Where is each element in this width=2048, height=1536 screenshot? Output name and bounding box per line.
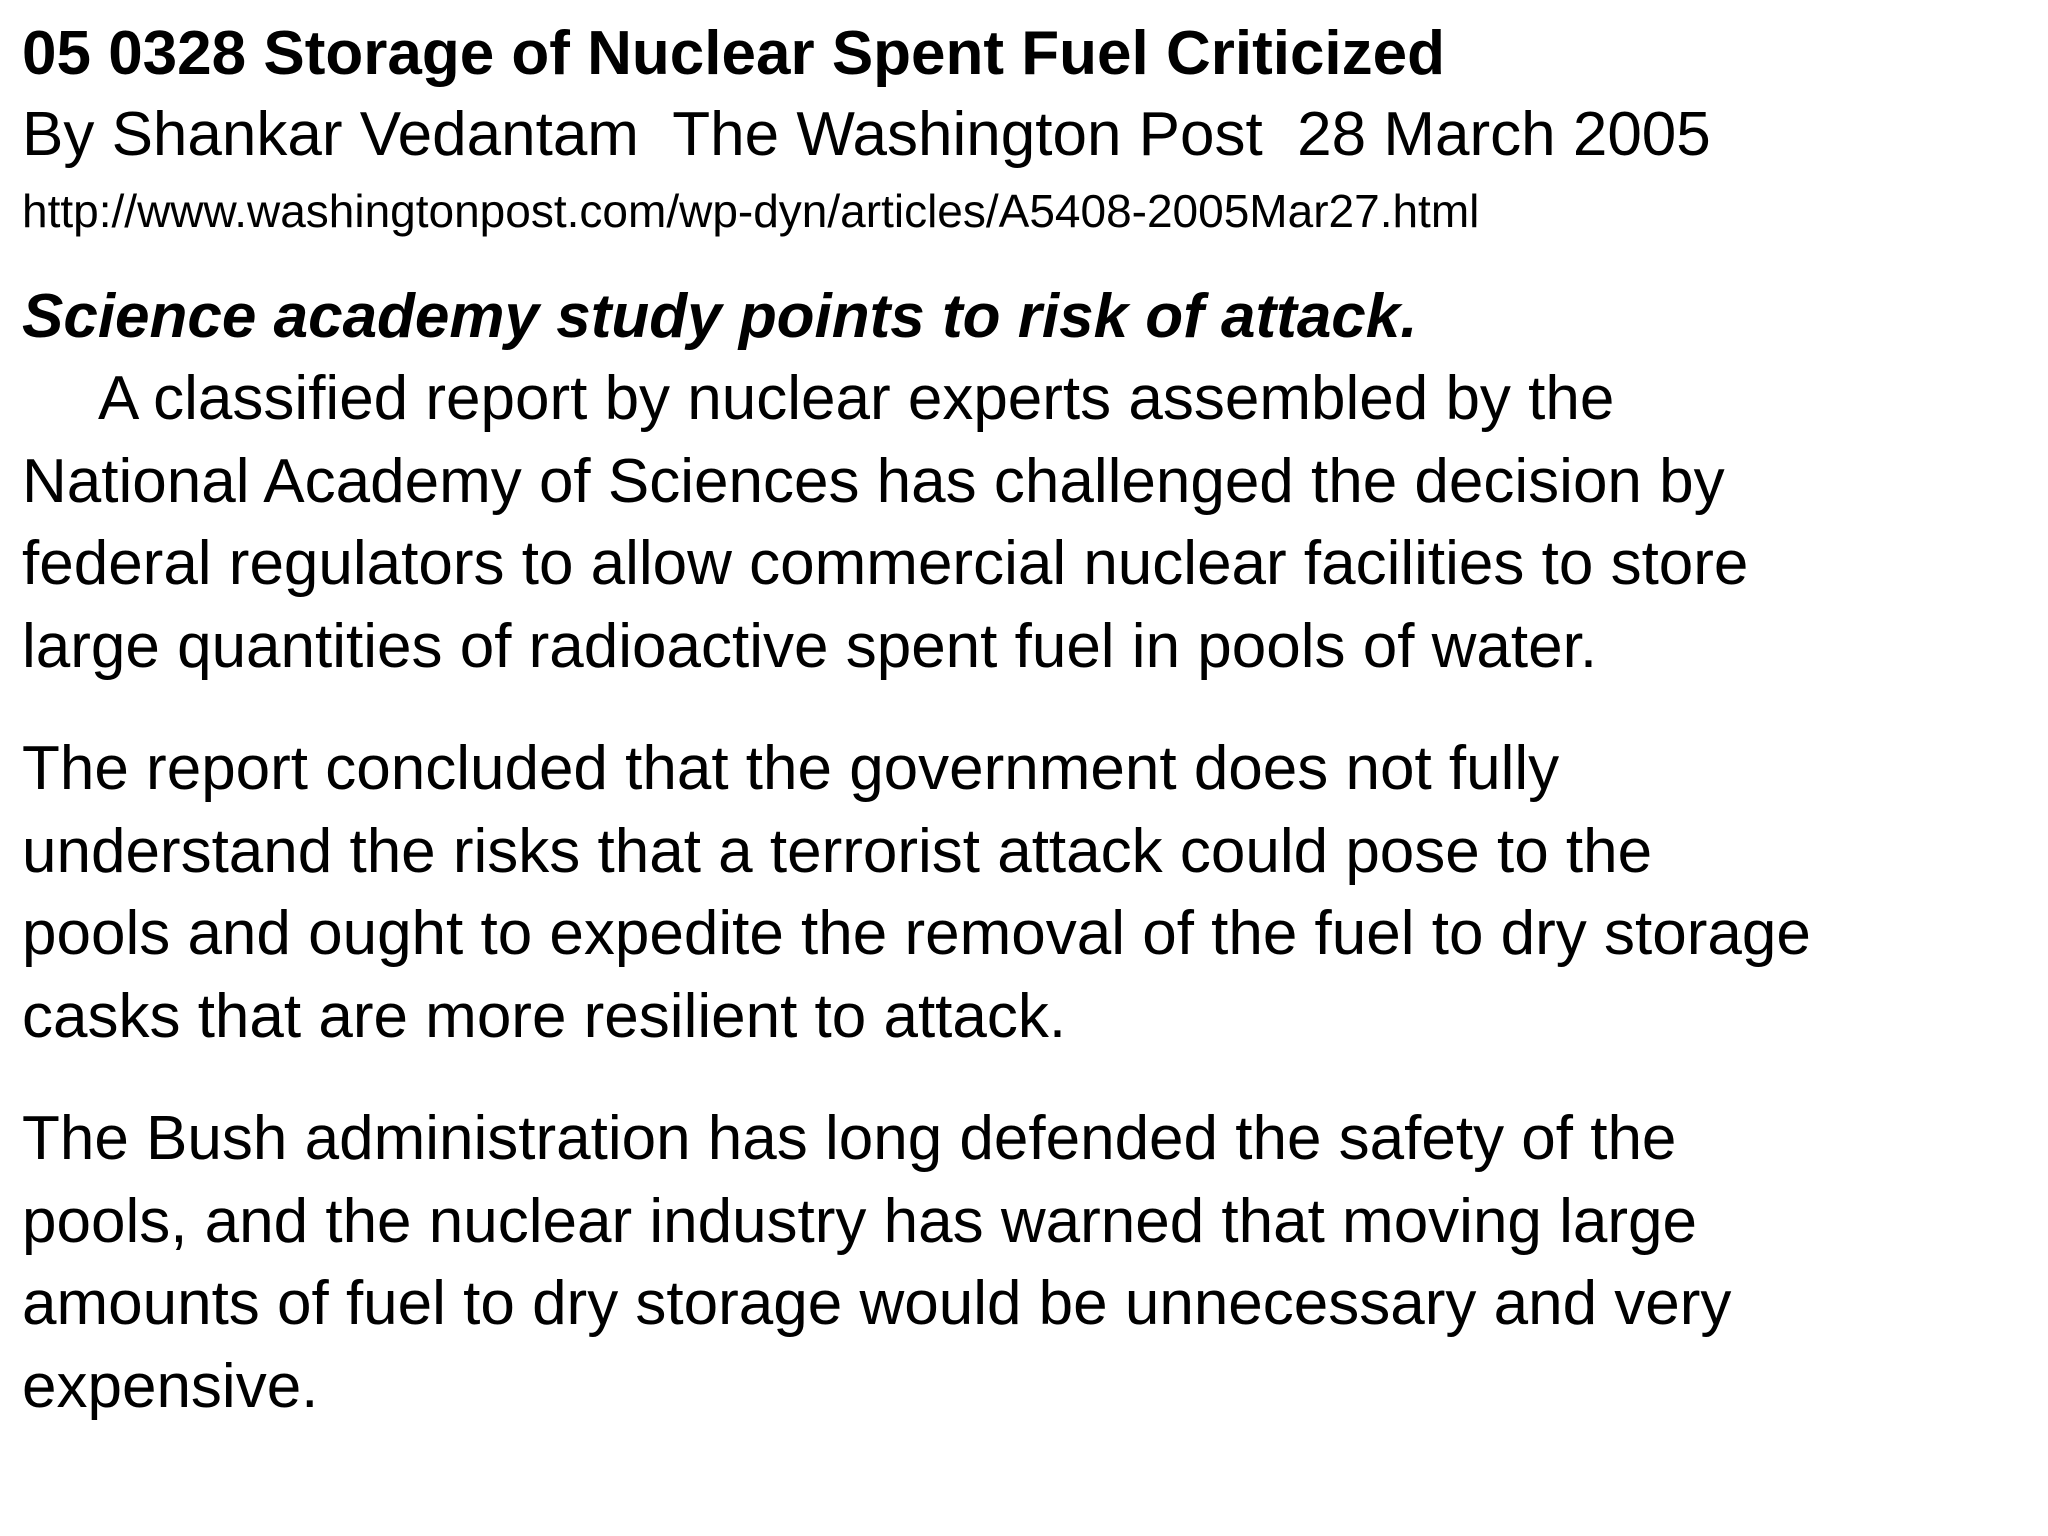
- paragraph-line: amounts of fuel to dry storage would be unnecessary and very: [22, 1269, 1732, 1338]
- paragraph-line: The report concluded that the government does not fully: [22, 734, 1560, 803]
- paragraph-line: The Bush administration has long defended the safety of the: [22, 1104, 1677, 1173]
- document-page: [22, 14, 2022, 1428]
- paragraph-line: large quantities of radioactive spent fuel in pools of water.: [22, 611, 1598, 681]
- paragraph-line-text: A classified report by nuclear experts assembled by the: [98, 364, 1615, 433]
- paragraph-line: casks that are more resilient to attack.: [22, 981, 1067, 1051]
- paragraph-line: expensive.: [22, 1351, 319, 1421]
- article-url: http://www.washingtonpost.com/wp-dyn/articles/A5408-2005Mar27.html: [22, 185, 1480, 237]
- paragraph-line: pools and ought to expedite the removal of the fuel to dry storage: [22, 899, 1811, 968]
- paragraph-line: National Academy of Sciences has challenged the decision by: [22, 446, 1725, 516]
- article-title: 05 0328 Storage of Nuclear Spent Fuel Criticized: [22, 19, 1446, 88]
- paragraph-line: understand the risks that a terrorist attack could pose to the: [22, 816, 1653, 886]
- article-byline: By Shankar Vedantam The Washington Post 28 March 2005: [22, 100, 1711, 169]
- paragraph-1: [22, 358, 2022, 688]
- paragraph-line: pools, and the nuclear industry has warned that moving large: [22, 1186, 1697, 1256]
- paragraph-line: [22, 358, 2022, 441]
- article-subtitle: Science academy study points to risk of attack.: [22, 282, 1418, 351]
- paragraph-line: federal regulators to allow commercial nuclear facilities to store: [22, 529, 1749, 598]
- paragraph-2: [22, 728, 2022, 1058]
- paragraph-3: [22, 1098, 2022, 1428]
